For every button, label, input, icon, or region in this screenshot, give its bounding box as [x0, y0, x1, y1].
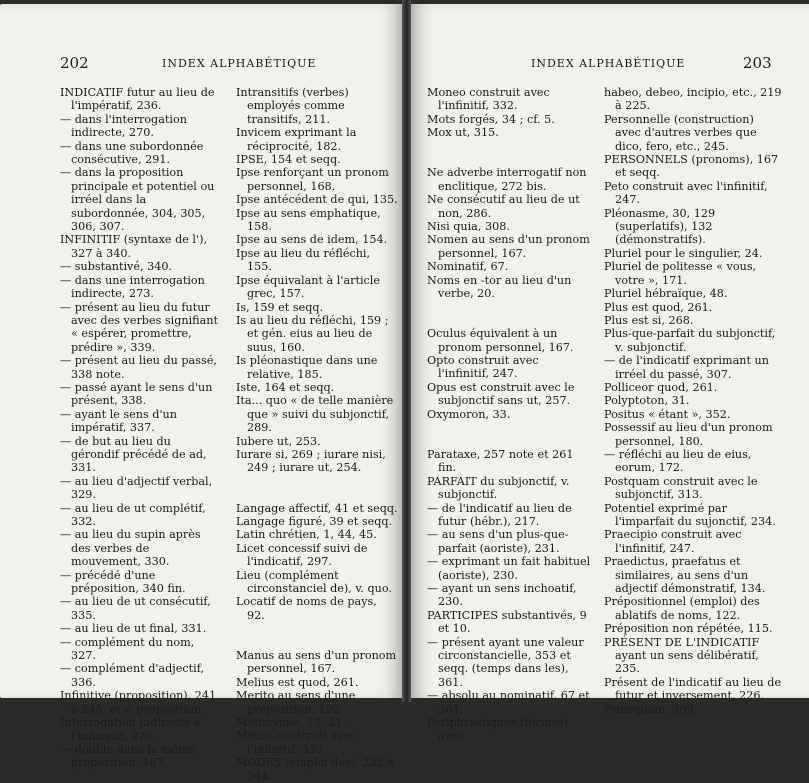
index-entry: Polliceor quod, 261.	[604, 380, 718, 394]
index-entry: Personnelle (construction) avec d'autres verbes que dico, fero, etc., 245.	[604, 112, 757, 153]
index-entry: Priusquam, 309.	[604, 702, 698, 716]
index-entry: Merito au sens d'une préposition, 122.	[236, 689, 356, 716]
index-entry: Noms en -tor au lieu d'un verbe, 20.	[427, 273, 572, 301]
index-entry: Moneo construit avec l'infinitif, 332.	[427, 86, 550, 113]
index-entry: Langage figuré, 39 et seqq.	[236, 514, 393, 528]
index-entry: Licet concessif suivi de l'indicatif, 297.	[236, 541, 368, 569]
index-entry: IPSE, 154 et seqq.	[236, 153, 341, 167]
index-entry: — au lieu de ut final, 331.	[60, 622, 207, 636]
right-column-2	[604, 86, 782, 716]
index-entry: Plus est si, 268.	[604, 313, 694, 327]
index-entry: habeo, debeo, incipio, etc., 219 à 225.	[604, 86, 782, 113]
entry-spacer	[236, 488, 398, 501]
index-entry: Intransitifs (verbes) employés comme transitifs, 211.	[236, 86, 349, 126]
index-entry: Nominatif, 67.	[427, 260, 509, 274]
index-entry: — réfléchi au lieu de eius, eorum, 172.	[604, 447, 752, 475]
index-entry: Metuo construit avec l'infinitif, 333.	[236, 729, 357, 756]
index-entry: — ayant le sens d'un impératif, 337.	[60, 407, 177, 435]
index-entry: — dans la proposition principale et potentiel ou irréel dans la subordonnée, 304, 305, 306, 307.	[60, 166, 215, 234]
index-entry: Nisi quia, 308.	[427, 220, 510, 234]
index-entry: PARTICIPES substantivés, 9 et 10.	[427, 608, 587, 636]
right-page	[411, 4, 809, 743]
index-entry: Mox ut, 315.	[427, 126, 499, 140]
index-entry: Melius est quod, 261.	[236, 675, 359, 689]
page-number: 203	[743, 54, 772, 72]
index-entry: Nomen au sens d'un pronom personnel, 167.	[427, 233, 590, 260]
index-entry: — présent au lieu du futur avec des verbes signifiant « espérer, promettre, prédire », 339.	[60, 300, 218, 354]
index-entry: — présent ayant une valeur circonstancielle, 353 et seqq. (temps dans les), 361.	[427, 635, 584, 689]
index-entry: Présent de l'indicatif au lieu de futur et inversement, 226.	[604, 675, 782, 703]
index-entry: Praedictus, praefatus et similaires, au sens d'un adjectif démonstratif, 134.	[604, 555, 766, 596]
index-entry: Ipse au sens emphatique, 158.	[236, 206, 381, 234]
entry-spacer	[427, 153, 591, 166]
index-entry: Ne consécutif au lieu de ut non, 286.	[427, 193, 580, 220]
index-entry: INDICATIF futur au lieu de l'impératif, 236.	[60, 86, 215, 113]
index-entry: — dans une interrogation indirecte, 273.	[60, 273, 205, 301]
index-entry: Lieu (complément circonstanciel de), v. quo.	[236, 568, 392, 595]
index-entry: Mots forgés, 34 ; cf. 5.	[427, 112, 555, 126]
right-page-header	[411, 54, 809, 74]
index-entry: — dans l'interrogation indirecte, 270.	[60, 112, 187, 140]
book-gutter	[402, 0, 411, 702]
index-entry: PERSONNELS (pronoms), 167 et seqq.	[604, 153, 779, 180]
index-entry: — dans une subordonnée consécutive, 291.	[60, 139, 204, 167]
index-entry: Plus-que-parfait du subjonctif, v. subjonctif.	[604, 327, 776, 354]
running-header: INDEX ALPHABÉTIQUE	[531, 57, 686, 70]
index-entry: — de but au lieu du gérondif précédé de ad, 331.	[60, 434, 207, 475]
index-entry: Manus au sens d'un pronom personnel, 167.	[236, 649, 397, 676]
index-entry: — au lieu du supin après des verbes de mouvement, 330.	[60, 528, 201, 569]
index-entry: Ipse renforçant un pronom personnel, 168.	[236, 166, 389, 193]
index-entry: Iurare si, 269 ; iurare nisi, 249 ; iurare ut, 254.	[236, 447, 386, 475]
index-entry: PRÉSENT DE L'INDICATIF ayant un sens délibératif, 235.	[604, 635, 760, 676]
index-entry: Latin chrétien, 1, 44, 45.	[236, 528, 377, 542]
entry-spacer	[236, 622, 398, 635]
left-page	[0, 4, 402, 783]
index-entry: Pléonasme, 30, 129 (superlatifs), 132 (démonstratifs).	[604, 206, 716, 247]
entry-spacer	[427, 421, 591, 434]
left-column-2	[236, 86, 398, 783]
index-entry: — ayant un sens inchoatif, 230.	[427, 581, 577, 609]
index-entry: Positus « étant », 352.	[604, 407, 731, 421]
index-entry: — au lieu d'adjectif verbal, 329.	[60, 474, 213, 502]
index-entry: — absolu au nominatif, 67 et 364.	[427, 689, 590, 716]
right-column-1	[427, 86, 591, 743]
index-entry: Postquam construit avec le subjonctif, 313.	[604, 474, 758, 502]
index-entry: — complément d'adjectif, 336.	[60, 662, 204, 689]
index-entry: INFINITIF (syntaxe de l'), 327 à 340.	[60, 233, 207, 260]
index-entry: PARFAIT du subjonctif, v. subjonctif.	[427, 474, 570, 502]
index-entry: Périphrastiques (formes) avec	[427, 716, 568, 743]
entry-spacer	[427, 300, 591, 313]
index-entry: Is au lieu du réfléchi, 159 ; et gén. eius au lieu de suus, 160.	[236, 313, 389, 354]
index-entry: Locatif de noms de pays, 92.	[236, 595, 377, 622]
index-entry: Métonymie, 17, 21.	[236, 716, 346, 730]
index-entry: Oxymoron, 33.	[427, 407, 511, 421]
entry-spacer	[427, 140, 591, 153]
index-entry: Opto construit avec l'infinitif, 247.	[427, 354, 539, 381]
entry-spacer	[236, 636, 398, 649]
index-entry: Prépositionnel (emploi) des ablatifs de noms, 122.	[604, 595, 760, 622]
index-entry: Plus est quod, 261.	[604, 300, 713, 314]
entry-spacer	[427, 314, 591, 327]
page-number: 202	[60, 54, 89, 72]
index-entry: Ita... quo « de telle manière que » suivi du subjonctif, 289.	[236, 394, 394, 435]
index-entry: — de l'indicatif exprimant un irréel du passé, 307.	[604, 354, 769, 381]
index-entry: Ipse au sens de idem, 154.	[236, 233, 388, 247]
index-entry: Langage affectif, 41 et seqq.	[236, 501, 398, 515]
index-entry: Ne adverbe interrogatif non enclitique, 272 bis.	[427, 166, 587, 193]
index-entry: Interrogation indirecte à l'indicatif, 270.	[60, 716, 201, 743]
entry-spacer	[427, 434, 591, 447]
index-entry: Polyptoton, 31.	[604, 394, 690, 408]
index-entry: Ipse équivalant à l'article grec, 157.	[236, 273, 380, 301]
index-entry: Opus est construit avec le subjonctif sans ut, 257.	[427, 380, 575, 408]
index-entry: Is pléonastique dans une relative, 185.	[236, 354, 378, 381]
index-entry: Iste, 164 et seqq.	[236, 380, 335, 394]
index-entry: Pluriel hébraïque, 48.	[604, 287, 728, 301]
index-entry: — substantivé, 340.	[60, 260, 173, 274]
index-entry: Invicem exprimant la réciprocité, 182.	[236, 126, 357, 153]
left-column-1	[60, 86, 222, 770]
index-entry: Praecipio construit avec l'infinitif, 247.	[604, 528, 742, 555]
index-entry: Préposition non répétée, 115.	[604, 622, 773, 636]
index-entry: — complément du nom, 327.	[60, 635, 195, 663]
index-entry: — de l'indicatif au lieu de futur (hébr.), 217.	[427, 501, 572, 528]
index-entry: Potentiel exprimé par l'imparfait du sujonctif, 234.	[604, 501, 776, 528]
index-entry: — au lieu de ut consécutif, 335.	[60, 595, 211, 622]
index-entry: Peto construit avec l'infinitif, 247.	[604, 179, 768, 207]
index-entry: Oculus équivalent à un pronom personnel, 167.	[427, 327, 574, 354]
index-entry: Infinitive (proposition), 241 à 245, et v. proposition.	[60, 689, 217, 716]
left-page-header	[0, 54, 402, 74]
entry-spacer	[236, 475, 398, 488]
index-entry: Parataxe, 257 note et 261 fin.	[427, 447, 574, 475]
index-entry: — précédé d'une préposition, 340 fin.	[60, 568, 186, 596]
running-header: INDEX ALPHABÉTIQUE	[162, 57, 317, 70]
index-entry: Pluriel de politesse « vous, votre », 171.	[604, 260, 757, 287]
index-entry: MODES (emploi des), 235 à 244.	[236, 756, 394, 783]
index-entry: — présent au lieu du passé, 338 note.	[60, 354, 217, 381]
index-entry: Ipse au lieu du réfléchi, 155.	[236, 246, 371, 274]
index-entry: Possessif au lieu d'un pronom personnel, 180.	[604, 421, 773, 448]
index-entry: Ipse antécédent de qui, 135.	[236, 193, 398, 207]
index-entry: — au lieu de ut complétif, 332.	[60, 501, 206, 528]
index-entry: Iubere ut, 253.	[236, 434, 321, 448]
index-entry: — passé ayant le sens d'un présent, 338.	[60, 380, 213, 408]
index-entry: — double dans la même proposition, 187.	[60, 742, 196, 770]
index-entry: — exprimant un fait habituel (aoriste), 230.	[427, 555, 591, 582]
index-entry: Is, 159 et seqq.	[236, 300, 324, 314]
index-entry: — au sens d'un plus-que-parfait (aoriste), 231.	[427, 528, 569, 555]
index-entry: Pluriel pour le singulier, 24.	[604, 246, 763, 260]
